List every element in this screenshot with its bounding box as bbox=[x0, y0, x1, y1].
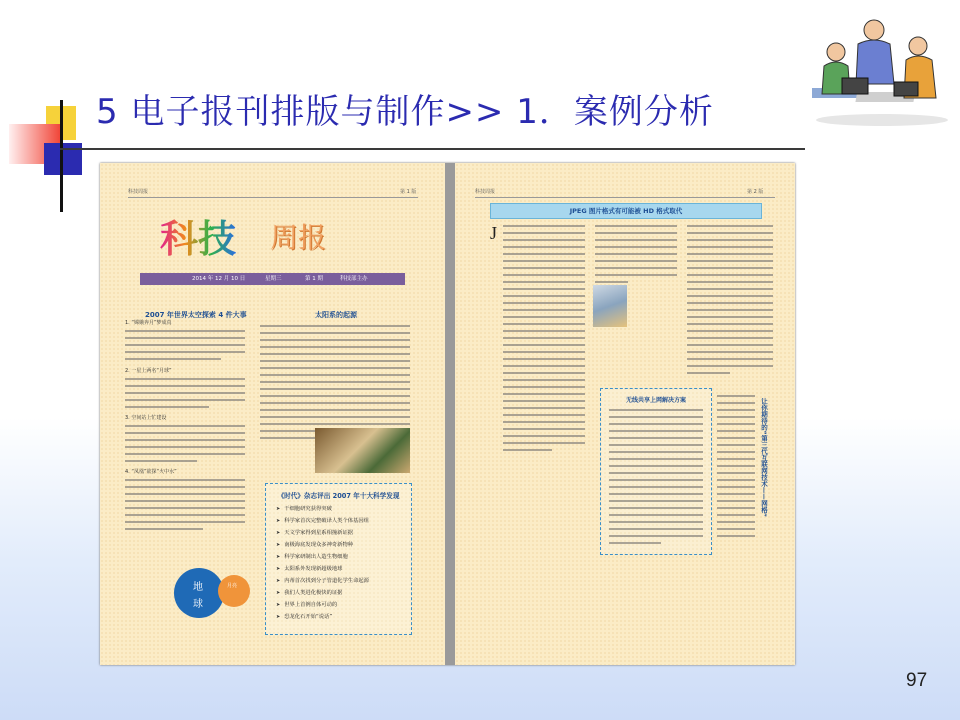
article-column-1-text bbox=[503, 225, 585, 456]
masthead-keji: 科技 bbox=[160, 208, 236, 263]
right-page-header-number: 第 2 版 bbox=[747, 189, 764, 195]
right-header-rule bbox=[475, 197, 775, 198]
wireless-sharing-text bbox=[609, 409, 703, 549]
article-photo bbox=[593, 285, 627, 327]
issue-date: 2014 年 12 月 10 日 bbox=[192, 276, 246, 282]
science-discoveries-box bbox=[265, 483, 412, 635]
wireless-sharing-box bbox=[600, 388, 712, 555]
grid-technology-title: 让你期待的“第三代互联网技术——网格” bbox=[760, 398, 768, 518]
discovery-item: ➤ 我们人类进化极快的证据 bbox=[276, 588, 342, 596]
discovery-item: ➤ 太阳系外发现新超级地球 bbox=[276, 564, 342, 572]
column1-item-3: 3. 空间站上忙建设 bbox=[125, 415, 167, 421]
vertical-line-decoration bbox=[60, 100, 63, 212]
jpeg-article-banner: JPEG 图片格式有可能被 HD 格式取代 bbox=[490, 203, 762, 219]
column1-item-2: 2. 一星上两名“月球” bbox=[125, 368, 172, 374]
earth-label-2: 球 bbox=[193, 599, 203, 610]
right-newspaper-page bbox=[455, 163, 795, 665]
article-column-3-text bbox=[687, 225, 773, 379]
left-page-header-title: 科技周报 bbox=[128, 189, 149, 195]
column1-item-4: 4. “凤凰”欲探“火中水” bbox=[125, 469, 177, 475]
column1-text-block-d bbox=[125, 479, 245, 535]
discovery-item: ➤ 世界上首例自体可动的 bbox=[276, 600, 337, 608]
discovery-item: ➤ 南极海底发现众多神奇新物种 bbox=[276, 540, 353, 548]
left-newspaper-page bbox=[100, 163, 445, 665]
earth-label-1: 地 bbox=[193, 582, 203, 593]
moon-circle bbox=[218, 575, 250, 607]
discovery-item: ➤ 恐龙化石开始“说话” bbox=[276, 612, 332, 620]
issue-number: 第 1 期 bbox=[305, 276, 323, 282]
left-header-rule bbox=[128, 197, 418, 198]
issue-publisher: 科技部主办 bbox=[340, 276, 368, 282]
moon-label: 月亮 bbox=[227, 583, 238, 589]
column1-text-block-a bbox=[125, 330, 245, 365]
column1-text-block-b bbox=[125, 378, 245, 413]
discovery-item: ➤ 科学家首次完整破译人类个体基因组 bbox=[276, 516, 369, 524]
discovery-item: ➤ 天文学家得到星系相撞新证据 bbox=[276, 528, 353, 536]
discovery-item: ➤ 内蒂首次找到分子管道化学生命起源 bbox=[276, 576, 369, 584]
column2-text-block bbox=[260, 325, 410, 444]
article-column-2-text bbox=[595, 225, 677, 288]
slide-title: 5 电子报刊排版与制作>> 1．案例分析 bbox=[96, 92, 714, 132]
business-people-clipart bbox=[812, 8, 952, 128]
earth-circle bbox=[174, 568, 224, 618]
science-discoveries-title: 《时代》杂志评出 2007 年十大科学发现 bbox=[277, 492, 400, 500]
left-page-header-number: 第 1 版 bbox=[400, 189, 417, 195]
wireless-sharing-title: 无线共享上网解决方案 bbox=[625, 397, 686, 404]
column1-title: 2007 年世界太空探索 4 件大事 bbox=[145, 311, 247, 319]
column1-item-1: 1. “嫦娥奔月”梦成真 bbox=[125, 320, 172, 326]
column2-title: 太阳系的起源 bbox=[315, 311, 357, 319]
title-underline bbox=[60, 148, 805, 150]
right-page-header-title: 科技周报 bbox=[475, 189, 496, 195]
drop-cap: J bbox=[490, 223, 498, 243]
discovery-item: ➤ 干细胞研究获得突破 bbox=[276, 504, 332, 512]
date-bar bbox=[140, 273, 405, 285]
discovery-item: ➤ 科学家研制出人造生物细胞 bbox=[276, 552, 348, 560]
column1-text-block-c bbox=[125, 425, 245, 467]
slide-page-number: 97 bbox=[906, 670, 928, 691]
newspaper-spread bbox=[100, 163, 795, 665]
vertical-article-lines bbox=[717, 395, 755, 542]
masthead-zhoubao: 周报 bbox=[270, 221, 327, 254]
issue-weekday: 星期三 bbox=[265, 276, 282, 282]
building-photo bbox=[315, 428, 410, 473]
